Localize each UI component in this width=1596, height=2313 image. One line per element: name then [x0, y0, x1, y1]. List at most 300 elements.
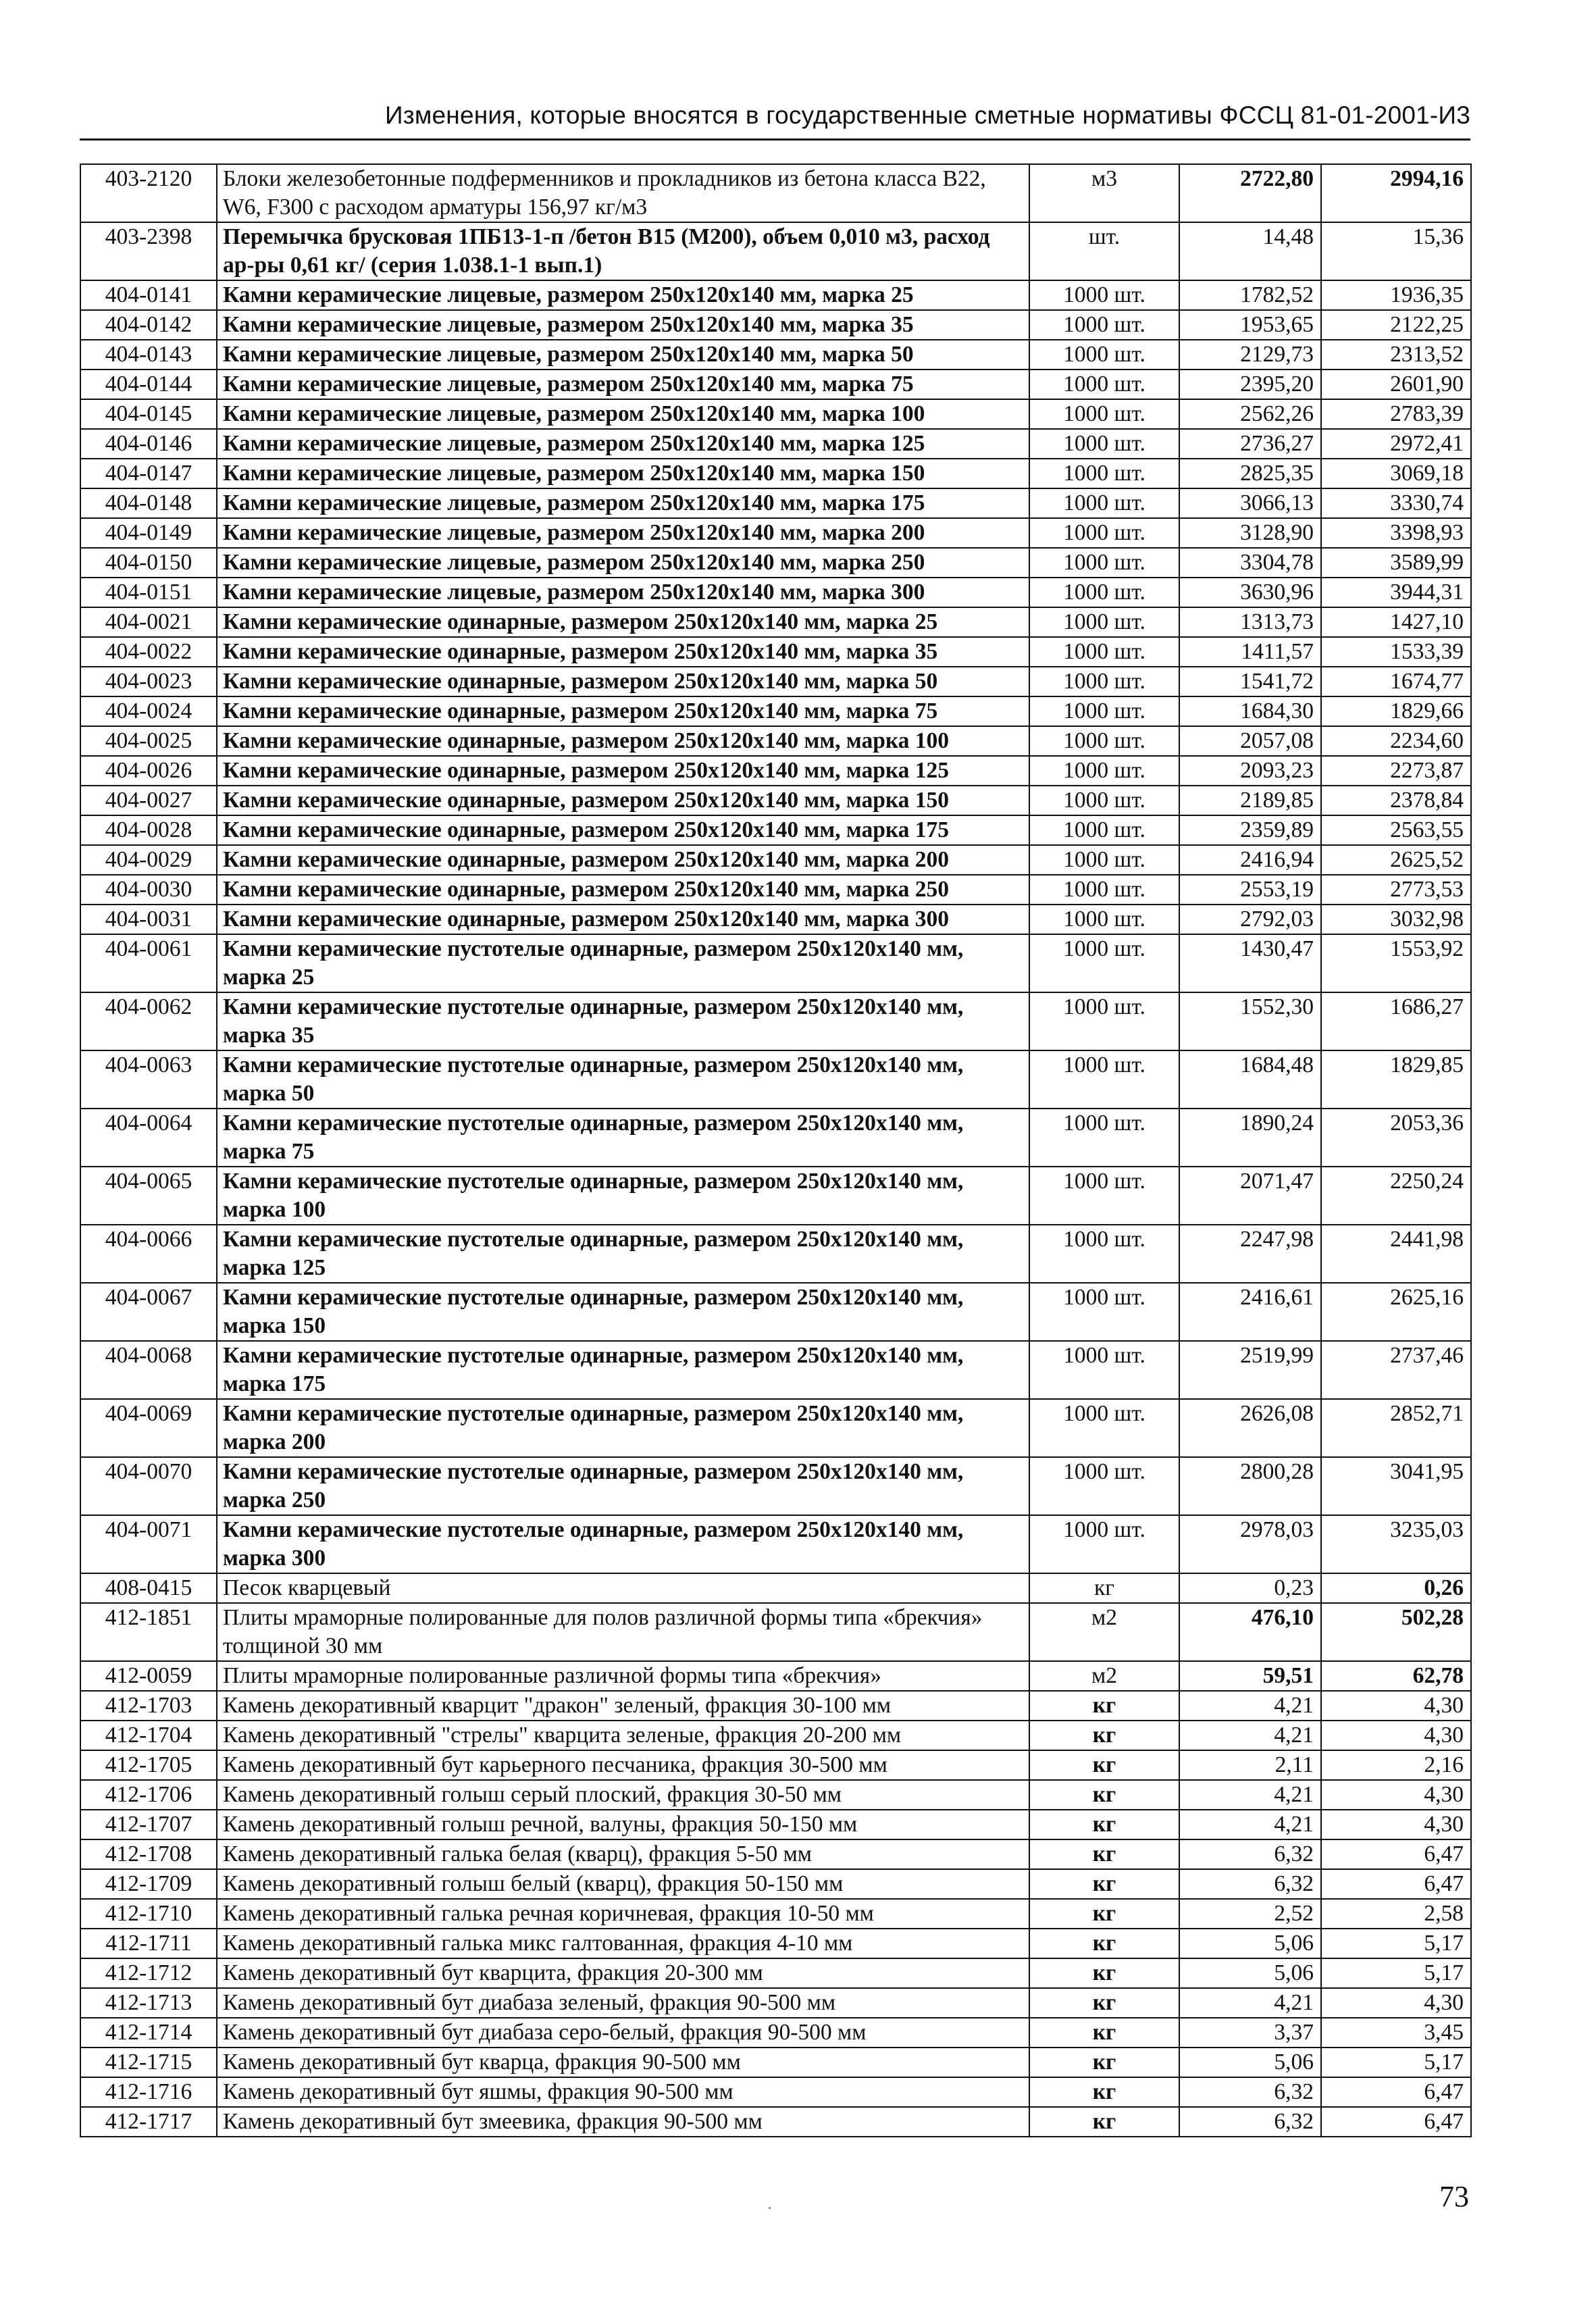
- resource-code-cell: 404-0024: [80, 696, 217, 726]
- price-cell-2: 6,47: [1321, 2077, 1471, 2107]
- price-cell-1: 59,51: [1179, 1661, 1321, 1691]
- price-table: [80, 163, 1472, 2137]
- price-cell-1: 1684,30: [1179, 696, 1321, 726]
- resource-code-cell: 404-0021: [80, 607, 217, 637]
- table-row: [80, 845, 1471, 875]
- resource-code-cell: 412-1704: [80, 1721, 217, 1750]
- page-header: Изменения, которые вносятся в государственные сметные нормативы ФССЦ 81-01-2001-И3: [384, 101, 1470, 129]
- price-cell-1: 2247,98: [1179, 1225, 1321, 1283]
- price-cell-2: 4,30: [1321, 1988, 1471, 2018]
- resource-code-cell: 412-1711: [80, 1929, 217, 1958]
- price-cell-1: 2359,89: [1179, 815, 1321, 845]
- price-cell-2: 2,16: [1321, 1750, 1471, 1780]
- table-row: [80, 2048, 1471, 2077]
- resource-code-cell: 404-0026: [80, 756, 217, 786]
- price-cell-2: 3330,74: [1321, 488, 1471, 518]
- price-cell-1: 1782,52: [1179, 280, 1321, 310]
- table-row: [80, 1515, 1471, 1573]
- price-cell-2: 5,17: [1321, 1929, 1471, 1958]
- unit-cell: 1000 шт.: [1029, 399, 1179, 429]
- unit-cell: кг: [1029, 1839, 1179, 1869]
- table-row: [80, 756, 1471, 786]
- price-cell-2: 2273,87: [1321, 756, 1471, 786]
- resource-code-cell: 404-0025: [80, 726, 217, 756]
- resource-code-cell: 404-0150: [80, 548, 217, 578]
- price-cell-1: 476,10: [1179, 1603, 1321, 1661]
- price-cell-1: 14,48: [1179, 222, 1321, 280]
- unit-cell: кг: [1029, 1869, 1179, 1899]
- unit-cell: 1000 шт.: [1029, 875, 1179, 905]
- price-cell-2: 3944,31: [1321, 578, 1471, 607]
- resource-code-cell: 412-1715: [80, 2048, 217, 2077]
- resource-code-cell: 404-0023: [80, 667, 217, 696]
- unit-cell: 1000 шт.: [1029, 310, 1179, 340]
- resource-name-cell: Камень декоративный бут кварца, фракция 90-500 мм: [217, 2048, 1029, 2077]
- resource-code-cell: 404-0142: [80, 310, 217, 340]
- unit-cell: кг: [1029, 1780, 1179, 1810]
- resource-name-cell: Камни керамические пустотелые одинарные, размером 250x120x140 мм, марка 75: [217, 1109, 1029, 1167]
- price-cell-1: 4,21: [1179, 1721, 1321, 1750]
- unit-cell: 1000 шт.: [1029, 637, 1179, 667]
- resource-name-cell: Камни керамические пустотелые одинарные, размером 250x120x140 мм, марка 125: [217, 1225, 1029, 1283]
- resource-name-cell: Камень декоративный голыш речной, валуны, фракция 50-150 мм: [217, 1810, 1029, 1839]
- table-row: [80, 1721, 1471, 1750]
- resource-code-cell: 404-0068: [80, 1341, 217, 1399]
- price-cell-1: 5,06: [1179, 2048, 1321, 2077]
- price-cell-1: 4,21: [1179, 1780, 1321, 1810]
- table-row: [80, 1661, 1471, 1691]
- resource-code-cell: 412-1707: [80, 1810, 217, 1839]
- resource-code-cell: 404-0071: [80, 1515, 217, 1573]
- resource-name-cell: Плиты мраморные полированные для полов различной формы типа «брекчия» толщиной 30 мм: [217, 1603, 1029, 1661]
- price-cell-1: 2,11: [1179, 1750, 1321, 1780]
- table-row: [80, 786, 1471, 815]
- price-cell-2: 2601,90: [1321, 370, 1471, 399]
- resource-code-cell: 403-2398: [80, 222, 217, 280]
- table-row: [80, 1899, 1471, 1929]
- table-row: [80, 696, 1471, 726]
- resource-name-cell: Камни керамические лицевые, размером 250x120x140 мм, марка 100: [217, 399, 1029, 429]
- resource-code-cell: 404-0147: [80, 459, 217, 488]
- table-row: [80, 2018, 1471, 2048]
- table-row: [80, 1839, 1471, 1869]
- resource-name-cell: Камень декоративный бут змеевика, фракция 90-500 мм: [217, 2107, 1029, 2137]
- price-cell-1: 1411,57: [1179, 637, 1321, 667]
- resource-name-cell: Песок кварцевый: [217, 1573, 1029, 1603]
- unit-cell: 1000 шт.: [1029, 370, 1179, 399]
- resource-name-cell: Камни керамические одинарные, размером 250x120x140 мм, марка 200: [217, 845, 1029, 875]
- resource-name-cell: Камень декоративный бут карьерного песчаника, фракция 30-500 мм: [217, 1750, 1029, 1780]
- table-row: [80, 1341, 1471, 1399]
- price-cell-1: 3066,13: [1179, 488, 1321, 518]
- resource-code-cell: 412-1713: [80, 1988, 217, 2018]
- unit-cell: м2: [1029, 1603, 1179, 1661]
- table-row: [80, 2107, 1471, 2137]
- price-cell-2: 2,58: [1321, 1899, 1471, 1929]
- resource-name-cell: Камни керамические лицевые, размером 250x120x140 мм, марка 150: [217, 459, 1029, 488]
- resource-name-cell: Камни керамические пустотелые одинарные, размером 250x120x140 мм, марка 150: [217, 1283, 1029, 1341]
- unit-cell: 1000 шт.: [1029, 1109, 1179, 1167]
- resource-code-cell: 404-0030: [80, 875, 217, 905]
- table-row: [80, 340, 1471, 370]
- table-row: [80, 1780, 1471, 1810]
- unit-cell: кг: [1029, 2018, 1179, 2048]
- price-cell-2: 3032,98: [1321, 905, 1471, 934]
- table-row: [80, 459, 1471, 488]
- table-row: [80, 875, 1471, 905]
- resource-name-cell: Камни керамические лицевые, размером 250x120x140 мм, марка 35: [217, 310, 1029, 340]
- price-cell-1: 1890,24: [1179, 1109, 1321, 1167]
- resource-name-cell: Камень декоративный кварцит "дракон" зеленый, фракция 30-100 мм: [217, 1691, 1029, 1721]
- price-cell-1: 3128,90: [1179, 518, 1321, 548]
- table-row: [80, 1225, 1471, 1283]
- resource-code-cell: 412-1851: [80, 1603, 217, 1661]
- unit-cell: 1000 шт.: [1029, 756, 1179, 786]
- resource-name-cell: Камни керамические лицевые, размером 250x120x140 мм, марка 25: [217, 280, 1029, 310]
- unit-cell: 1000 шт.: [1029, 1167, 1179, 1225]
- resource-code-cell: 412-1706: [80, 1780, 217, 1810]
- price-cell-1: 2792,03: [1179, 905, 1321, 934]
- resource-code-cell: 404-0149: [80, 518, 217, 548]
- unit-cell: кг: [1029, 1988, 1179, 2018]
- price-cell-1: 2825,35: [1179, 459, 1321, 488]
- resource-code-cell: 404-0027: [80, 786, 217, 815]
- resource-name-cell: Камень декоративный бут кварцита, фракция 20-300 мм: [217, 1958, 1029, 1988]
- price-cell-1: 1313,73: [1179, 607, 1321, 637]
- unit-cell: кг: [1029, 1899, 1179, 1929]
- resource-code-cell: 404-0148: [80, 488, 217, 518]
- resource-name-cell: Камни керамические одинарные, размером 250x120x140 мм, марка 250: [217, 875, 1029, 905]
- price-cell-2: 2625,52: [1321, 845, 1471, 875]
- resource-name-cell: Камни керамические лицевые, размером 250x120x140 мм, марка 50: [217, 340, 1029, 370]
- resource-name-cell: Камни керамические пустотелые одинарные, размером 250x120x140 мм, марка 100: [217, 1167, 1029, 1225]
- price-cell-1: 4,21: [1179, 1691, 1321, 1721]
- resource-code-cell: 412-0059: [80, 1661, 217, 1691]
- price-cell-2: 2441,98: [1321, 1225, 1471, 1283]
- resource-code-cell: 404-0070: [80, 1457, 217, 1515]
- resource-name-cell: Камни керамические лицевые, размером 250x120x140 мм, марка 175: [217, 488, 1029, 518]
- table-row: [80, 548, 1471, 578]
- resource-code-cell: 412-1717: [80, 2107, 217, 2137]
- table-row: [80, 815, 1471, 845]
- unit-cell: 1000 шт.: [1029, 934, 1179, 992]
- resource-code-cell: 404-0069: [80, 1399, 217, 1457]
- resource-code-cell: 404-0031: [80, 905, 217, 934]
- price-cell-2: 6,47: [1321, 2107, 1471, 2137]
- unit-cell: 1000 шт.: [1029, 905, 1179, 934]
- resource-code-cell: 412-1714: [80, 2018, 217, 2048]
- table-row: [80, 1399, 1471, 1457]
- table-row: [80, 1750, 1471, 1780]
- resource-code-cell: 404-0145: [80, 399, 217, 429]
- price-cell-2: 4,30: [1321, 1780, 1471, 1810]
- resource-code-cell: 404-0146: [80, 429, 217, 459]
- table-row: [80, 1869, 1471, 1899]
- price-cell-1: 5,06: [1179, 1929, 1321, 1958]
- table-row: [80, 667, 1471, 696]
- unit-cell: 1000 шт.: [1029, 992, 1179, 1050]
- resource-code-cell: 404-0143: [80, 340, 217, 370]
- price-cell-2: 4,30: [1321, 1691, 1471, 1721]
- resource-name-cell: Камень декоративный галька белая (кварц), фракция 5-50 мм: [217, 1839, 1029, 1869]
- price-table-body: [80, 164, 1471, 2137]
- price-cell-1: 6,32: [1179, 2077, 1321, 2107]
- table-row: [80, 488, 1471, 518]
- price-cell-2: 1686,27: [1321, 992, 1471, 1050]
- unit-cell: кг: [1029, 2048, 1179, 2077]
- resource-name-cell: Камень декоративный голыш серый плоский, фракция 30-50 мм: [217, 1780, 1029, 1810]
- resource-name-cell: Камень декоративный галька речная коричневая, фракция 10-50 мм: [217, 1899, 1029, 1929]
- unit-cell: 1000 шт.: [1029, 518, 1179, 548]
- table-row: [80, 370, 1471, 399]
- table-row: [80, 280, 1471, 310]
- price-cell-1: 2800,28: [1179, 1457, 1321, 1515]
- price-cell-2: 5,17: [1321, 1958, 1471, 1988]
- table-row: [80, 1283, 1471, 1341]
- price-cell-2: 1829,66: [1321, 696, 1471, 726]
- resource-name-cell: Камни керамические одинарные, размером 250x120x140 мм, марка 175: [217, 815, 1029, 845]
- resource-code-cell: 404-0151: [80, 578, 217, 607]
- resource-code-cell: 404-0028: [80, 815, 217, 845]
- resource-code-cell: 404-0144: [80, 370, 217, 399]
- scan-speck: [769, 2207, 771, 2209]
- resource-name-cell: Камни керамические пустотелые одинарные, размером 250x120x140 мм, марка 50: [217, 1050, 1029, 1109]
- table-row: [80, 399, 1471, 429]
- price-cell-1: 2978,03: [1179, 1515, 1321, 1573]
- table-row: [80, 1603, 1471, 1661]
- unit-cell: 1000 шт.: [1029, 607, 1179, 637]
- price-cell-2: 3398,93: [1321, 518, 1471, 548]
- table-row: [80, 1573, 1471, 1603]
- table-row: [80, 1457, 1471, 1515]
- resource-name-cell: Камни керамические пустотелые одинарные, размером 250x120x140 мм, марка 300: [217, 1515, 1029, 1573]
- price-cell-1: 6,32: [1179, 2107, 1321, 2137]
- table-row: [80, 934, 1471, 992]
- resource-code-cell: 412-1710: [80, 1899, 217, 1929]
- table-row: [80, 637, 1471, 667]
- table-row: [80, 518, 1471, 548]
- unit-cell: 1000 шт.: [1029, 488, 1179, 518]
- resource-code-cell: 404-0062: [80, 992, 217, 1050]
- price-cell-2: 2122,25: [1321, 310, 1471, 340]
- resource-name-cell: Камни керамические лицевые, размером 250x120x140 мм, марка 125: [217, 429, 1029, 459]
- price-cell-2: 2378,84: [1321, 786, 1471, 815]
- price-cell-2: 1936,35: [1321, 280, 1471, 310]
- header-divider: [80, 138, 1470, 141]
- price-cell-2: 4,30: [1321, 1721, 1471, 1750]
- price-cell-2: 2563,55: [1321, 815, 1471, 845]
- unit-cell: 1000 шт.: [1029, 726, 1179, 756]
- price-cell-2: 2234,60: [1321, 726, 1471, 756]
- resource-code-cell: 412-1703: [80, 1691, 217, 1721]
- price-cell-1: 4,21: [1179, 1810, 1321, 1839]
- resource-code-cell: 408-0415: [80, 1573, 217, 1603]
- price-cell-2: 1533,39: [1321, 637, 1471, 667]
- unit-cell: кг: [1029, 2107, 1179, 2137]
- price-cell-2: 3,45: [1321, 2018, 1471, 2048]
- unit-cell: кг: [1029, 1810, 1179, 1839]
- price-cell-1: 2093,23: [1179, 756, 1321, 786]
- price-cell-2: 3235,03: [1321, 1515, 1471, 1573]
- resource-name-cell: Камни керамические лицевые, размером 250x120x140 мм, марка 200: [217, 518, 1029, 548]
- table-row: [80, 222, 1471, 280]
- price-cell-2: 2972,41: [1321, 429, 1471, 459]
- price-cell-1: 4,21: [1179, 1988, 1321, 2018]
- table-row: [80, 905, 1471, 934]
- price-cell-2: 1427,10: [1321, 607, 1471, 637]
- resource-code-cell: 412-1712: [80, 1958, 217, 1988]
- unit-cell: 1000 шт.: [1029, 340, 1179, 370]
- price-cell-1: 0,23: [1179, 1573, 1321, 1603]
- price-cell-1: 6,32: [1179, 1839, 1321, 1869]
- price-cell-2: 2773,53: [1321, 875, 1471, 905]
- unit-cell: м3: [1029, 164, 1179, 222]
- table-row: [80, 1958, 1471, 1988]
- unit-cell: 1000 шт.: [1029, 815, 1179, 845]
- resource-name-cell: Камни керамические одинарные, размером 250x120x140 мм, марка 100: [217, 726, 1029, 756]
- price-cell-2: 2737,46: [1321, 1341, 1471, 1399]
- price-cell-1: 6,32: [1179, 1869, 1321, 1899]
- price-cell-2: 1829,85: [1321, 1050, 1471, 1109]
- unit-cell: 1000 шт.: [1029, 1283, 1179, 1341]
- price-cell-2: 1674,77: [1321, 667, 1471, 696]
- resource-name-cell: Камни керамические пустотелые одинарные, размером 250x120x140 мм, марка 200: [217, 1399, 1029, 1457]
- resource-code-cell: 404-0066: [80, 1225, 217, 1283]
- resource-name-cell: Камни керамические пустотелые одинарные, размером 250x120x140 мм, марка 35: [217, 992, 1029, 1050]
- price-cell-1: 2519,99: [1179, 1341, 1321, 1399]
- table-row: [80, 992, 1471, 1050]
- price-cell-2: 3069,18: [1321, 459, 1471, 488]
- price-cell-2: 15,36: [1321, 222, 1471, 280]
- resource-name-cell: Камень декоративный галька микс галтованная, фракция 4-10 мм: [217, 1929, 1029, 1958]
- price-cell-2: 2852,71: [1321, 1399, 1471, 1457]
- unit-cell: 1000 шт.: [1029, 578, 1179, 607]
- resource-code-cell: 412-1708: [80, 1839, 217, 1869]
- resource-name-cell: Камень декоративный бут яшмы, фракция 90-500 мм: [217, 2077, 1029, 2107]
- price-cell-1: 1541,72: [1179, 667, 1321, 696]
- price-cell-1: 2626,08: [1179, 1399, 1321, 1457]
- resource-code-cell: 404-0064: [80, 1109, 217, 1167]
- unit-cell: м2: [1029, 1661, 1179, 1691]
- unit-cell: кг: [1029, 1721, 1179, 1750]
- resource-code-cell: 412-1709: [80, 1869, 217, 1899]
- unit-cell: 1000 шт.: [1029, 845, 1179, 875]
- table-row: [80, 726, 1471, 756]
- unit-cell: 1000 шт.: [1029, 459, 1179, 488]
- unit-cell: кг: [1029, 2077, 1179, 2107]
- price-cell-2: 2994,16: [1321, 164, 1471, 222]
- resource-name-cell: Камень декоративный голыш белый (кварц), фракция 50-150 мм: [217, 1869, 1029, 1899]
- price-cell-2: 502,28: [1321, 1603, 1471, 1661]
- resource-code-cell: 412-1716: [80, 2077, 217, 2107]
- price-cell-2: 2313,52: [1321, 340, 1471, 370]
- price-cell-1: 2416,94: [1179, 845, 1321, 875]
- table-row: [80, 2077, 1471, 2107]
- resource-code-cell: 412-1705: [80, 1750, 217, 1780]
- resource-name-cell: Камни керамические пустотелые одинарные, размером 250x120x140 мм, марка 175: [217, 1341, 1029, 1399]
- resource-code-cell: 404-0022: [80, 637, 217, 667]
- price-cell-1: 3,37: [1179, 2018, 1321, 2048]
- unit-cell: 1000 шт.: [1029, 280, 1179, 310]
- unit-cell: кг: [1029, 1573, 1179, 1603]
- price-cell-2: 0,26: [1321, 1573, 1471, 1603]
- resource-name-cell: Камни керамические одинарные, размером 250x120x140 мм, марка 35: [217, 637, 1029, 667]
- price-cell-1: 3304,78: [1179, 548, 1321, 578]
- resource-name-cell: Камень декоративный бут диабаза серо-белый, фракция 90-500 мм: [217, 2018, 1029, 2048]
- unit-cell: 1000 шт.: [1029, 667, 1179, 696]
- price-cell-1: 5,06: [1179, 1958, 1321, 1988]
- price-cell-1: 1552,30: [1179, 992, 1321, 1050]
- price-cell-2: 4,30: [1321, 1810, 1471, 1839]
- price-cell-2: 5,17: [1321, 2048, 1471, 2077]
- unit-cell: шт.: [1029, 222, 1179, 280]
- unit-cell: 1000 шт.: [1029, 696, 1179, 726]
- resource-name-cell: Камни керамические одинарные, размером 250x120x140 мм, марка 25: [217, 607, 1029, 637]
- table-row: [80, 429, 1471, 459]
- table-row: [80, 578, 1471, 607]
- table-row: [80, 1929, 1471, 1958]
- resource-code-cell: 404-0061: [80, 934, 217, 992]
- price-cell-1: 1953,65: [1179, 310, 1321, 340]
- unit-cell: 1000 шт.: [1029, 1457, 1179, 1515]
- price-cell-2: 2783,39: [1321, 399, 1471, 429]
- price-cell-1: 2189,85: [1179, 786, 1321, 815]
- resource-name-cell: Камни керамические лицевые, размером 250x120x140 мм, марка 75: [217, 370, 1029, 399]
- unit-cell: 1000 шт.: [1029, 1225, 1179, 1283]
- price-cell-2: 6,47: [1321, 1839, 1471, 1869]
- price-cell-1: 2,52: [1179, 1899, 1321, 1929]
- price-cell-2: 2053,36: [1321, 1109, 1471, 1167]
- price-cell-1: 2553,19: [1179, 875, 1321, 905]
- unit-cell: кг: [1029, 1750, 1179, 1780]
- unit-cell: кг: [1029, 1691, 1179, 1721]
- resource-name-cell: Камни керамические одинарные, размером 250x120x140 мм, марка 75: [217, 696, 1029, 726]
- resource-name-cell: Камни керамические пустотелые одинарные, размером 250x120x140 мм, марка 250: [217, 1457, 1029, 1515]
- price-cell-1: 2057,08: [1179, 726, 1321, 756]
- price-cell-1: 2722,80: [1179, 164, 1321, 222]
- unit-cell: 1000 шт.: [1029, 1399, 1179, 1457]
- resource-name-cell: Камни керамические лицевые, размером 250x120x140 мм, марка 250: [217, 548, 1029, 578]
- price-cell-2: 2250,24: [1321, 1167, 1471, 1225]
- price-cell-1: 2562,26: [1179, 399, 1321, 429]
- price-cell-1: 3630,96: [1179, 578, 1321, 607]
- price-cell-2: 62,78: [1321, 1661, 1471, 1691]
- price-cell-2: 3041,95: [1321, 1457, 1471, 1515]
- table-row: [80, 1988, 1471, 2018]
- price-cell-2: 6,47: [1321, 1869, 1471, 1899]
- resource-name-cell: Камни керамические одинарные, размером 250x120x140 мм, марка 150: [217, 786, 1029, 815]
- resource-name-cell: Камни керамические лицевые, размером 250x120x140 мм, марка 300: [217, 578, 1029, 607]
- page-number: 73: [1439, 2180, 1469, 2213]
- table-row: [80, 1050, 1471, 1109]
- unit-cell: 1000 шт.: [1029, 548, 1179, 578]
- resource-code-cell: 404-0065: [80, 1167, 217, 1225]
- price-cell-2: 1553,92: [1321, 934, 1471, 992]
- table-row: [80, 1810, 1471, 1839]
- resource-code-cell: 404-0141: [80, 280, 217, 310]
- price-cell-2: 2625,16: [1321, 1283, 1471, 1341]
- price-cell-2: 3589,99: [1321, 548, 1471, 578]
- table-row: [80, 164, 1471, 222]
- resource-name-cell: Камень декоративный "стрелы" кварцита зеленые, фракция 20-200 мм: [217, 1721, 1029, 1750]
- price-cell-1: 1684,48: [1179, 1050, 1321, 1109]
- price-cell-1: 2416,61: [1179, 1283, 1321, 1341]
- table-row: [80, 1167, 1471, 1225]
- resource-name-cell: Перемычка брусковая 1ПБ13-1-п /бетон B15 (M200), объем 0,010 м3, расход ар-ры 0,61 кг/ (серия 1.038.1-1 вып.1): [217, 222, 1029, 280]
- price-cell-1: 1430,47: [1179, 934, 1321, 992]
- resource-code-cell: 404-0029: [80, 845, 217, 875]
- table-row: [80, 310, 1471, 340]
